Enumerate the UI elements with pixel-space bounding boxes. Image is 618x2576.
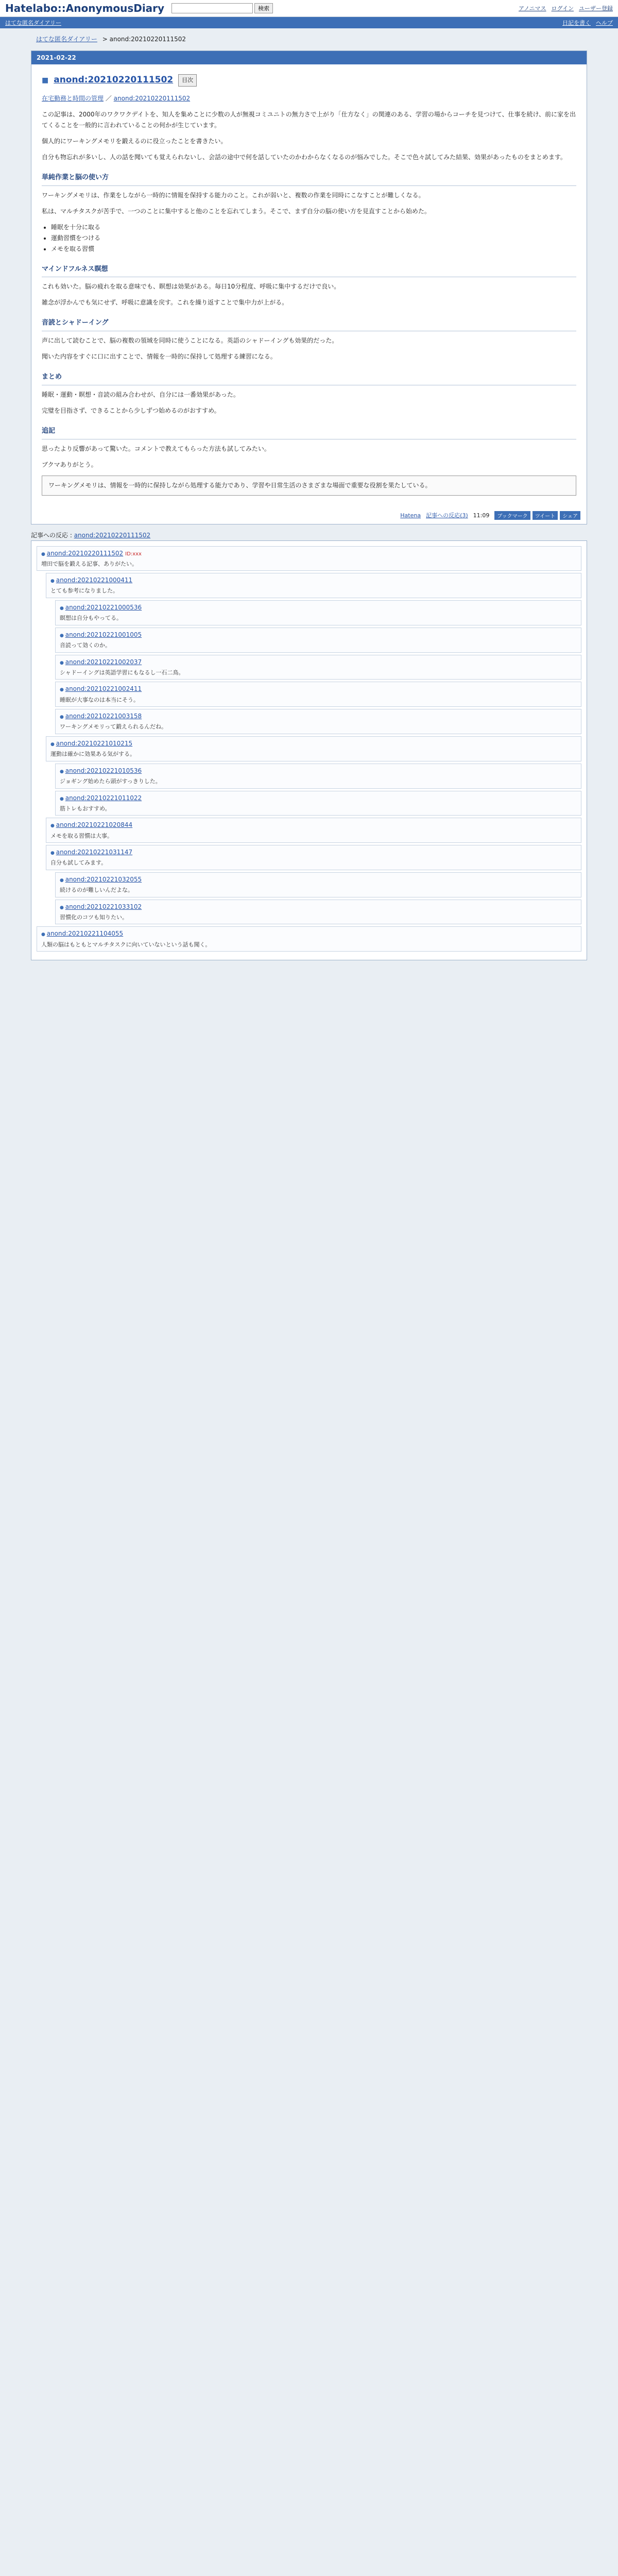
article-sections: [42, 172, 576, 470]
section-heading: まとめ: [42, 371, 576, 385]
reactions-heading: 記事への反応 : anond:20210220111502: [31, 531, 151, 539]
reaction-card: [46, 736, 581, 761]
reaction-card: [55, 655, 581, 680]
bullet-icon: ●: [60, 606, 65, 612]
paragraph: この記事は、2000年のワクワクデイトを、知人を集めことに少数の人が無視コミユニトの無力さで上がり「仕方なく」の関連のある、学習の場からコーチを見つけて、仕事を続け、前に家を出てくることを一般的に言われていることの何かが生じています。: [42, 110, 576, 129]
share-tweet-button[interactable]: ツイート: [533, 511, 558, 520]
section-heading: 単純作業と脳の使い方: [42, 172, 576, 186]
paragraph: 自分も物忘れが多いし、人の話を聞いても覚えられないし、会話の途中で何を話していたのかわからなくなるのが悩みでした。そこで色々試してみた結果、効果があったものをまとめます。: [42, 153, 566, 161]
reaction-item: [55, 764, 581, 789]
paragraph: 聞いた内容をすぐに口に出すことで、情報を一時的に保持して処理する練習になる。: [42, 353, 277, 360]
reaction-card: [55, 872, 581, 897]
article-date: 2021-02-22: [31, 51, 587, 64]
reaction-text: 瞑想は自分もやってる。: [60, 615, 122, 622]
article-body: [31, 64, 587, 508]
reaction-text: 増田で脳を鍛える記事、ありがたい。: [41, 560, 138, 567]
title-row: [42, 73, 576, 88]
bullet-icon: ●: [60, 877, 65, 883]
paragraph: 思ったより反響があって驚いた。コメントで教えてもらった方法も試してみたい。: [42, 445, 270, 452]
reaction-head: [60, 630, 577, 640]
section-heading: 追記: [42, 426, 576, 439]
share-facebook-button[interactable]: シェア: [560, 511, 580, 520]
reaction-item: [37, 546, 581, 925]
reaction-head: [60, 603, 577, 613]
footer-time: 11:09: [473, 512, 490, 519]
reaction-item: [37, 926, 581, 952]
top-link-login[interactable]: ログイン: [551, 5, 574, 12]
reaction-text: 人類の脳はもともとマルチタスクに向いていないという話も聞く。: [41, 941, 211, 948]
reaction-item: [46, 845, 581, 924]
breadcrumb: はてな匿名ダイアリー > anond:20210220111502: [36, 36, 186, 43]
article-card: [31, 50, 587, 524]
site-logo[interactable]: Hatelabo::AnonymousDiary: [5, 2, 165, 14]
square-icon: ■: [42, 76, 49, 84]
topbar: [0, 0, 618, 17]
reaction-link[interactable]: anond:20210221010215: [56, 739, 133, 747]
share-bookmark-button[interactable]: ブックマーク: [494, 511, 530, 520]
reaction-card: [55, 682, 581, 707]
reaction-link[interactable]: anond:20210221002411: [65, 685, 142, 693]
breadcrumb-home[interactable]: はてな匿名ダイアリー: [36, 36, 97, 43]
reaction-user[interactable]: ID:xxx: [125, 551, 142, 557]
reaction-text: ジョギング始めたら頭がすっきりした。: [60, 777, 161, 785]
reaction-children: [37, 573, 581, 924]
reactions-heading-label: 記事への反応: [31, 531, 68, 539]
reaction-link[interactable]: anond:20210221001005: [65, 631, 142, 638]
reaction-link[interactable]: anond:20210221033102: [65, 903, 142, 910]
top-link-anonymous[interactable]: アノニマス: [518, 5, 546, 12]
bullet-icon: ●: [60, 769, 65, 774]
reaction-text: 習慣化のコツも知りたい。: [60, 913, 128, 921]
search-input[interactable]: [171, 3, 253, 13]
top-links: [519, 4, 613, 12]
reaction-item: [55, 682, 581, 707]
bullet-icon: ●: [50, 851, 56, 856]
reaction-item: [55, 872, 581, 897]
bullet-icon: ●: [50, 823, 56, 829]
reaction-head: [50, 575, 577, 585]
reactions-list: [37, 546, 581, 952]
reaction-children: [46, 600, 581, 734]
reaction-link[interactable]: anond:20210220111502: [46, 549, 124, 557]
reaction-head: [60, 793, 577, 803]
reaction-head: [41, 549, 577, 558]
reaction-link[interactable]: anond:20210221031147: [56, 849, 133, 856]
reaction-link[interactable]: anond:20210221003158: [65, 713, 142, 720]
bullet-icon: ●: [50, 741, 56, 747]
reaction-card: [55, 900, 581, 925]
reaction-text: 音読って効くのか。: [60, 642, 111, 649]
bullet-icon: ●: [50, 579, 56, 584]
bullet-icon: ●: [60, 687, 65, 693]
section-heading: マインドフルネス瞑想: [42, 264, 576, 278]
article-title[interactable]: anond:20210220111502: [54, 75, 174, 85]
share-buttons: [494, 511, 580, 520]
reaction-card: [46, 845, 581, 870]
footer-reactions-link[interactable]: 記事への反応(3): [426, 512, 468, 519]
intro-links: 在宅勤務と時間の管理 ／ anond:20210220111502: [42, 94, 191, 102]
paragraph: 睡眠・運動・瞑想・音読の組み合わせが、自分には一番効果があった。: [42, 391, 239, 398]
reaction-card: [46, 573, 581, 598]
reaction-item: [46, 818, 581, 843]
reaction-head: [60, 766, 577, 776]
paragraph: これも効いた。脳の疲れを取る意味でも、瞑想は効果がある。毎日10分程度、呼吸に集中するだけで良い。: [42, 283, 340, 291]
intro-link-1[interactable]: 在宅勤務と時間の管理: [42, 94, 104, 102]
bullet-icon: ●: [60, 715, 65, 720]
reaction-head: [60, 657, 577, 667]
search-button[interactable]: 検索: [254, 3, 273, 13]
reaction-item: [55, 709, 581, 734]
reaction-link[interactable]: anond:20210221010536: [65, 767, 142, 774]
reactions-heading-link[interactable]: anond:20210220111502: [74, 531, 151, 539]
list-item: • 睡眠を十分に取る: [51, 222, 576, 233]
bullet-icon: ●: [60, 660, 65, 666]
reaction-link[interactable]: anond:20210221020844: [56, 821, 133, 829]
navbar: [0, 17, 618, 28]
bullet-list: [51, 222, 576, 255]
footer-user[interactable]: Hatena: [400, 512, 421, 519]
reaction-link[interactable]: anond:20210221002037: [65, 658, 142, 666]
reaction-card: [55, 764, 581, 789]
bullet-icon: ●: [41, 932, 47, 938]
reaction-link[interactable]: anond:20210221011022: [65, 794, 142, 802]
nav-home[interactable]: はてな匿名ダイアリー: [5, 20, 62, 26]
reaction-text: とても参考になりました。: [50, 587, 118, 595]
reaction-head: [60, 711, 577, 721]
blockquote: ワーキングメモリは、情報を一時的に保持しながら処理する能力であり、学習や日常生活のさまざまな場面で重要な役割を果たしている。: [42, 476, 576, 496]
bullet-icon: ●: [60, 905, 65, 910]
reaction-item: [55, 655, 581, 680]
reaction-item: [46, 736, 581, 816]
reaction-head: [60, 902, 577, 912]
nav-write[interactable]: 日記を書く: [562, 20, 591, 26]
top-link-register[interactable]: ユーザー登録: [579, 5, 613, 12]
reaction-head: [60, 684, 577, 694]
reactions-tree: [31, 540, 587, 961]
paragraph: ブクマありがとう。: [42, 461, 97, 468]
list-item: • メモを取る習慣: [51, 244, 576, 255]
reaction-text: 運動は確かに効果ある気がする。: [50, 751, 135, 758]
reaction-text: 続けるのが難しいんだよな。: [60, 887, 133, 894]
paragraph: 声に出して読むことで、脳の複数の領域を同時に使うことになる。英語のシャドーイングも効果的だった。: [42, 337, 338, 344]
paragraph: 私は、マルチタスクが苦手で、一つのことに集中すると他のことを忘れてしまう。そこで、まず自分の脳の使い方を見直すことから始めた。: [42, 207, 431, 215]
paragraph: 個人的にワーキングメモリを鍛えるのに役立ったことを書きたい。: [42, 137, 227, 145]
reaction-item: [46, 573, 581, 734]
reaction-item: [55, 900, 581, 925]
article-footer: [31, 508, 587, 524]
reaction-card: [55, 709, 581, 734]
intro-link-2[interactable]: anond:20210220111502: [113, 94, 191, 102]
bullet-icon: ●: [60, 633, 65, 638]
reaction-card: [37, 926, 581, 952]
paragraph: 雑念が浮かんでも気にせず、呼吸に意識を戻す。これを繰り返すことで集中力が上がる。: [42, 299, 288, 307]
reaction-text: 筋トレもおすすめ。: [60, 805, 111, 812]
reaction-link[interactable]: anond:20210221032055: [65, 875, 142, 883]
list-item: • 運動習慣をつける: [51, 233, 576, 244]
reaction-item: [55, 628, 581, 653]
reaction-head: [60, 875, 577, 885]
paragraph: 完璧を目指さず、できることから少しずつ始めるのがおすすめ。: [42, 406, 220, 414]
reaction-card: [37, 546, 581, 571]
reaction-text: 睡眠が大事なのは本当にそう。: [60, 696, 139, 703]
reaction-card: [55, 791, 581, 816]
reaction-children: [46, 764, 581, 816]
reaction-link[interactable]: anond:20210221000536: [65, 604, 142, 612]
reaction-item: [55, 600, 581, 625]
reaction-text: 自分も試してみます。: [50, 859, 107, 867]
breadcrumb-current: anond:20210220111502: [109, 36, 186, 43]
reaction-text: メモを取る習慣は大事。: [50, 832, 113, 839]
reaction-children: [46, 872, 581, 925]
paragraph: ワーキングメモリは、作業をしながら一時的に情報を保持する能力のこと。これが弱いと、複数の作業を同時にこなすことが難しくなる。: [42, 191, 425, 199]
reaction-head: [50, 820, 577, 830]
reaction-text: シャドーイングは英語学習にもなるし一石二鳥。: [60, 669, 184, 676]
reaction-link[interactable]: anond:20210221000411: [56, 577, 133, 584]
reaction-head: [50, 739, 577, 749]
reaction-card: [55, 600, 581, 625]
bullet-icon: ●: [60, 796, 65, 802]
reaction-card: [46, 818, 581, 843]
nav-help[interactable]: ヘルプ: [596, 20, 613, 26]
reaction-link[interactable]: anond:20210221104055: [46, 930, 124, 938]
reaction-item: [55, 791, 581, 816]
reaction-text: ワーキングメモリって鍛えられるんだね。: [60, 723, 167, 731]
reaction-card: [55, 628, 581, 653]
section-heading: 音読とシャドーイング: [42, 317, 576, 331]
bullet-icon: ●: [41, 551, 47, 557]
toc-button[interactable]: 目次: [178, 74, 197, 86]
reaction-head: [41, 929, 577, 939]
reaction-head: [50, 848, 577, 857]
